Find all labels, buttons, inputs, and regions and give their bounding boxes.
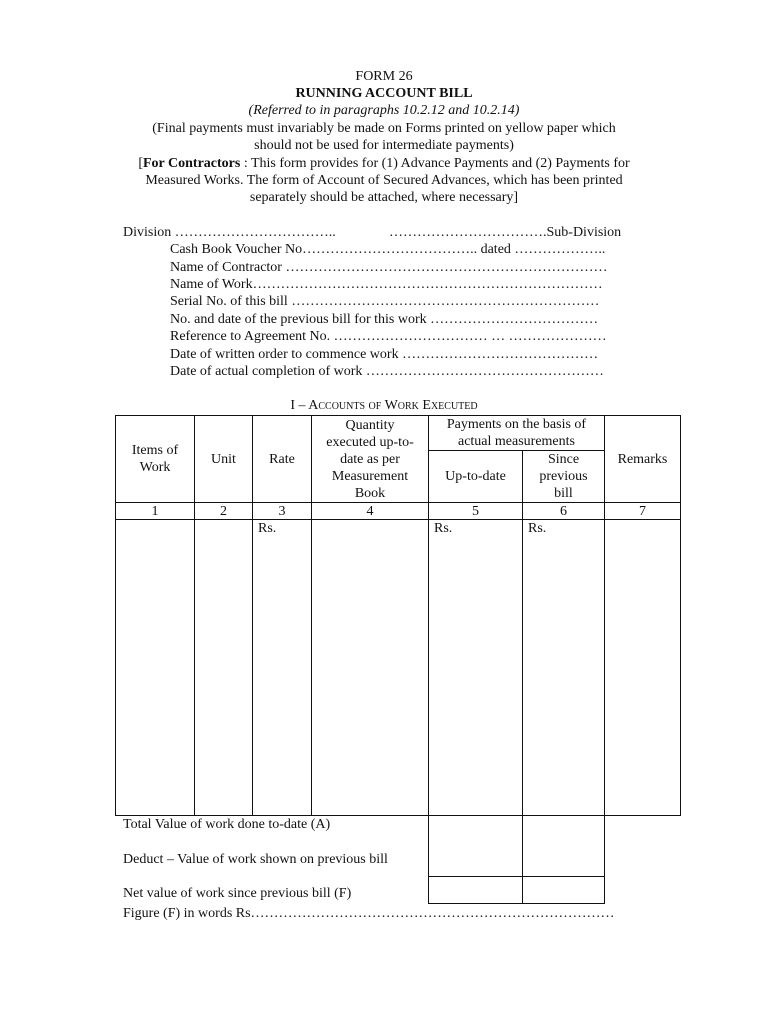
contractors-note-line-1 [0, 155, 768, 172]
net-value-top-line [428, 876, 605, 877]
header-rate: Rate [269, 451, 295, 467]
column-number-1: 1 [151, 503, 159, 519]
table-section-title: I – Accounts of Work Executed [290, 398, 478, 413]
figure-in-words-field: Figure (F) in words Rs…………………………………………………………………… [123, 906, 615, 921]
header-items-of-work [116, 416, 194, 502]
column-number-bottom-line [115, 519, 681, 520]
since-previous-currency: Rs. [528, 521, 547, 536]
table-right-border [680, 415, 681, 816]
column-number-7: 7 [639, 503, 646, 519]
work-name-field: Name of Work………………………………………………………………… [170, 277, 603, 292]
contractors-note-line-3: separately should be attached, where necessary] [249, 190, 519, 205]
header-remarks: Remarks [617, 451, 668, 467]
header-quantity [312, 416, 428, 502]
total-value-label: Total Value of work done to-date (A) [123, 817, 331, 832]
note-line-1: (Final payments must invariably be made on Forms printed on yellow paper which [152, 121, 616, 136]
header-quantity-line-5: Book [354, 485, 386, 501]
contractors-text: : This form provides for (1) Advance Payments and (2) Payments for [240, 156, 630, 171]
contractors-note-line-2: Measured Works. The form of Account of Secured Advances, which has been printed [145, 173, 623, 188]
net-value-bottom-line [428, 903, 605, 904]
cash-book-field: Cash Book Voucher No……………………………….. dated ……………….. [170, 242, 606, 257]
header-since-previous-bill [523, 451, 604, 502]
rate-currency: Rs. [258, 521, 277, 536]
division-field: Division …………………………….. [123, 225, 336, 240]
header-unit: Unit [211, 451, 236, 467]
contractor-name-field: Name of Contractor …………………………………………………………… [170, 260, 608, 275]
header-payments-line-1: Payments on the basis of [446, 417, 587, 432]
completion-date-field: Date of actual completion of work …………………………………………… [170, 364, 604, 379]
column-number-4: 4 [366, 503, 374, 519]
header-since-line-1: Since [547, 452, 580, 467]
agreement-field: Reference to Agreement No. …………………………… … ………………… [170, 329, 607, 344]
header-payments [429, 416, 604, 450]
header-items-line-1: Items of [131, 443, 179, 458]
header-quantity-line-1: Quantity [345, 417, 395, 433]
previous-bill-field: No. and date of the previous bill for this work ……………………………… [170, 312, 599, 327]
serial-number-field: Serial No. of this bill ………………………………………………………… [170, 294, 600, 309]
header-payments-line-2: actual measurements [457, 434, 575, 449]
header-quantity-line-4: Measurement [331, 468, 409, 484]
paragraph-reference: (Referred to in paragraphs 10.2.12 and 10.2.14) [248, 103, 520, 118]
column-number-3: 3 [278, 503, 286, 519]
note-line-2: should not be used for intermediate payments) [254, 138, 514, 153]
contractors-label: For Contractors [143, 156, 241, 171]
deduct-label: Deduct – Value of work shown on previous bill [123, 852, 388, 867]
net-value-label: Net value of work since previous bill (F) [123, 886, 352, 901]
up-to-date-currency: Rs. [434, 521, 453, 536]
header-quantity-line-2: executed up-to- [326, 434, 414, 450]
column-number-5: 5 [472, 503, 479, 519]
commence-date-field: Date of written order to commence work …………………………………… [170, 347, 599, 362]
header-items-line-2: Work [139, 460, 171, 475]
header-since-line-2: previous [539, 469, 588, 484]
column-number-6: 6 [560, 503, 567, 519]
column-number-2: 2 [220, 503, 227, 519]
contractors-bracket: [ [138, 156, 143, 171]
header-since-line-3: bill [554, 486, 573, 501]
header-up-to-date: Up-to-date [445, 469, 506, 484]
form-title: RUNNING ACCOUNT BILL [295, 86, 473, 101]
form-number: FORM 26 [355, 69, 413, 84]
sub-division-field: …………………………….Sub-Division [389, 225, 622, 240]
header-quantity-line-3: date as per [340, 451, 400, 467]
